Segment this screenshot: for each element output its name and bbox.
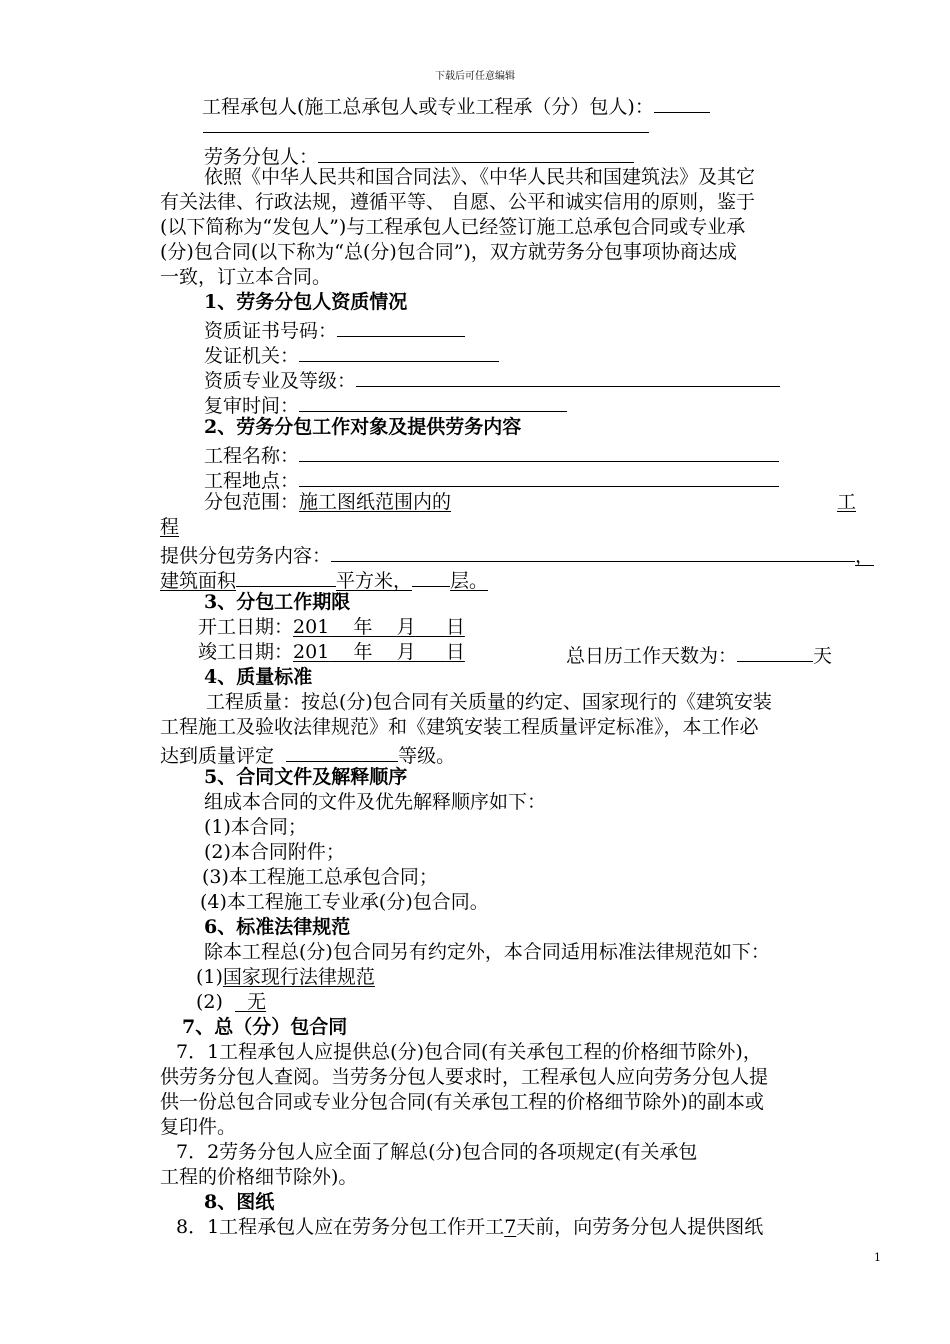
intro-line-2: 有关法律、行政法规，遵循平等、 自愿、公平和诚实信用的原则，鉴于: [160, 191, 756, 213]
end-date-label: 竣工日期：: [198, 641, 294, 663]
page-header: 下载后可任意编辑: [435, 71, 515, 82]
s7-line-6: 工程的价格细节除外)。: [160, 1166, 358, 1188]
s8-line-1-a: 8．1工程承包人应在劳务分包工作开工: [176, 1216, 505, 1238]
s8-line-1-b: 天前，向劳务分包人提供图纸: [516, 1216, 764, 1238]
start-day-unit: 日: [445, 616, 465, 638]
project-name-label: 工程名称：: [204, 445, 300, 467]
section-3-title: 3、分包工作期限: [204, 591, 351, 613]
specialty-blank[interactable]: [356, 365, 780, 387]
standard-item-1-value[interactable]: 国家现行法律规范: [222, 966, 375, 988]
intro-line-1: 依照《中华人民共和国合同法》、《中华人民共和国建筑法》及其它: [204, 166, 756, 188]
s7-line-3: 供一份总包合同或专业分包合同(有关承包工程的价格细节除外)的副本或: [160, 1091, 764, 1113]
scope-label: 分包范围：: [204, 491, 300, 513]
quality-line-2: 工程施工及验收法律规范》和《建筑安装工程质量评定标准》，本工作必: [160, 716, 759, 738]
section-6-title: 6、标准法律规范: [204, 916, 351, 938]
total-days-line: [566, 640, 832, 669]
standard-item-1: [196, 965, 737, 990]
quality-line-1: 工程质量：按总(分)包合同有关质量的约定、国家现行的《建筑安装: [206, 691, 772, 713]
labor-content-end: ，: [855, 545, 875, 567]
project-name-blank[interactable]: [299, 440, 779, 462]
s7-line-1: 7．1工程承包人应提供总(分)包合同(有关承包工程的价格细节除外)，: [176, 1041, 762, 1063]
start-date-value[interactable]: [293, 616, 465, 638]
intro-line-4: (分)包合同(以下称为“总(分)包合同”)，双方就劳务分包事项协商达成: [160, 241, 737, 263]
cert-no-label: 资质证书号码：: [204, 320, 338, 342]
start-year-unit: 年: [353, 616, 373, 638]
standard-item-2-value[interactable]: [235, 990, 701, 1015]
list-item: (3)本工程施工总承包合同；: [202, 866, 438, 888]
end-date-line: [198, 640, 465, 665]
intro-line-5: 一致，订立本合同。: [160, 266, 332, 288]
docs-intro: 组成本合同的文件及优先解释顺序如下：: [204, 791, 547, 813]
cert-no-blank[interactable]: [337, 315, 465, 337]
standards-intro: 除本工程总(分)包合同另有约定外，本合同适用标准法律规范如下：: [204, 941, 770, 963]
scope-wrap: 程: [160, 516, 180, 538]
total-days-unit: 天: [813, 645, 833, 667]
section-5-title: 5、合同文件及解释顺序: [204, 766, 408, 788]
standard-item-2-no: (2): [196, 991, 223, 1013]
labor-content-blank[interactable]: [331, 540, 855, 562]
end-year-unit: 年: [353, 641, 373, 663]
review-label: 复审时间：: [204, 395, 300, 417]
s7-line-5: 7．2劳务分包人应全面了解总(分)包合同的各项规定(有关承包: [176, 1141, 698, 1163]
party-a-blank-continued[interactable]: [203, 132, 649, 133]
list-item: (1)本合同；: [204, 816, 307, 838]
end-year: 201: [293, 641, 330, 663]
intro-line-3: (以下简称为“发包人”)与工程承包人已经签订施工总承包合同或专业承: [160, 216, 746, 238]
party-b-blank[interactable]: [318, 141, 634, 163]
party-a-label: 工程承包人(施工总承包人或专业工程承（分）包人)：: [202, 96, 654, 118]
labor-content-label: 提供分包劳务内容：: [160, 545, 332, 567]
scope-line: [204, 490, 880, 515]
s7-line-2: 供劳务分包人查阅。当劳务分包人要求时，工程承包人应向劳务分包人提: [160, 1066, 769, 1088]
section-4-title: 4、质量标准: [204, 666, 313, 688]
project-site-blank[interactable]: [299, 465, 779, 487]
specialty-label: 资质专业及等级：: [204, 370, 357, 392]
standard-item-1-no: (1): [196, 966, 223, 988]
total-days-blank[interactable]: [737, 640, 813, 662]
start-year: 201: [293, 616, 330, 638]
issuer-blank[interactable]: [299, 340, 499, 362]
area-unit: 平方米，: [336, 570, 413, 592]
quality-grade-blank[interactable]: [286, 740, 398, 762]
s8-days-value[interactable]: 7: [504, 1216, 517, 1238]
party-a-line: [202, 91, 710, 120]
s7-line-4: 复印件。: [160, 1116, 237, 1138]
floors-unit: 层。: [450, 570, 489, 592]
section-8-title: 8、图纸: [204, 1191, 275, 1213]
list-item: (4)本工程施工专业承(分)包合同。: [200, 891, 489, 913]
total-days-label: 总日历工作天数为：: [566, 645, 738, 667]
start-date-line: [198, 615, 465, 640]
end-date-value[interactable]: [293, 641, 465, 663]
scope-value[interactable]: 施工图纸范围内的: [299, 491, 452, 513]
area-label: 建筑面积: [160, 570, 237, 592]
scope-end: 工: [837, 491, 857, 513]
floors-blank[interactable]: [412, 565, 450, 587]
standard-item-2: [196, 990, 701, 1015]
party-a-blank[interactable]: [654, 91, 710, 113]
page-number: 1: [874, 1251, 881, 1264]
section-7-title: 7、总（分）包合同: [182, 1016, 348, 1038]
section-1-title: 1、劳务分包人资质情况: [204, 291, 408, 313]
quality-grade-label: 达到质量评定: [160, 745, 275, 767]
standard-item-2-text: 无: [247, 991, 267, 1013]
project-site-label: 工程地点：: [204, 470, 300, 492]
end-day-unit: 日: [445, 641, 465, 663]
area-blank[interactable]: [236, 565, 336, 587]
section-2-title: 2、劳务分包工作对象及提供劳务内容: [204, 416, 522, 438]
issuer-label: 发证机关：: [204, 345, 300, 367]
review-blank[interactable]: [299, 390, 567, 412]
party-b-label: 劳务分包人：: [204, 146, 319, 168]
end-month-unit: 月: [396, 641, 416, 663]
list-item: (2)本合同附件；: [204, 841, 345, 863]
s8-line-1: [176, 1215, 763, 1240]
start-date-label: 开工日期：: [198, 616, 294, 638]
start-month-unit: 月: [396, 616, 416, 638]
quality-grade-unit: 等级。: [398, 745, 456, 767]
